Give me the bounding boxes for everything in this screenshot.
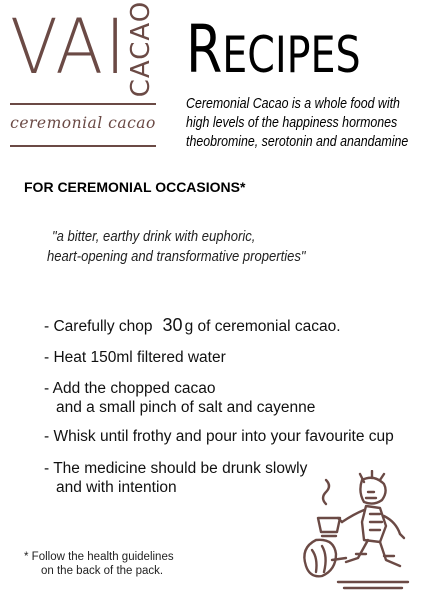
quote xyxy=(47,227,382,267)
intro-line: theobromine, serotonin and anandamine xyxy=(186,134,409,150)
intro-line: Ceremonial Cacao is a whole food with xyxy=(186,96,400,112)
brand-rule-bottom xyxy=(10,145,156,147)
brand-wordmark: VAI xyxy=(10,2,128,91)
intro-text xyxy=(186,95,418,152)
step-quantity: 30 xyxy=(162,315,183,335)
footnote-line: * Follow the health guidelines xyxy=(24,551,174,563)
step-item: - Add the chopped cacao and a small pinch of salt and cayenne xyxy=(44,380,316,416)
step-item: - Carefully chop 30 g of ceremonial cacao. xyxy=(44,315,341,335)
intro-line: high levels of the happiness hormones xyxy=(186,115,398,131)
step-item: - The medicine should be drunk slowly and with intention xyxy=(44,460,308,496)
step-item: - Whisk until frothy and pour into your favourite cup xyxy=(44,428,394,445)
brand-tagline: ceremonial cacao xyxy=(10,114,156,132)
step-item: - Heat 150ml filtered water xyxy=(44,349,226,366)
page-title: RECIPES xyxy=(186,11,361,88)
quote-line: heart-opening and transformative properties" xyxy=(47,249,306,265)
cacao-figure-icon xyxy=(292,470,416,594)
quote-line: "a bitter, earthy drink with euphoric, xyxy=(52,229,256,245)
brand-rule-top xyxy=(10,103,156,105)
footnote xyxy=(24,550,224,578)
section-heading: FOR CEREMONIAL OCCASIONS* xyxy=(24,179,246,195)
brand-sub-wordmark: CACAO xyxy=(126,0,156,98)
footnote-line: on the back of the pack. xyxy=(41,565,164,577)
